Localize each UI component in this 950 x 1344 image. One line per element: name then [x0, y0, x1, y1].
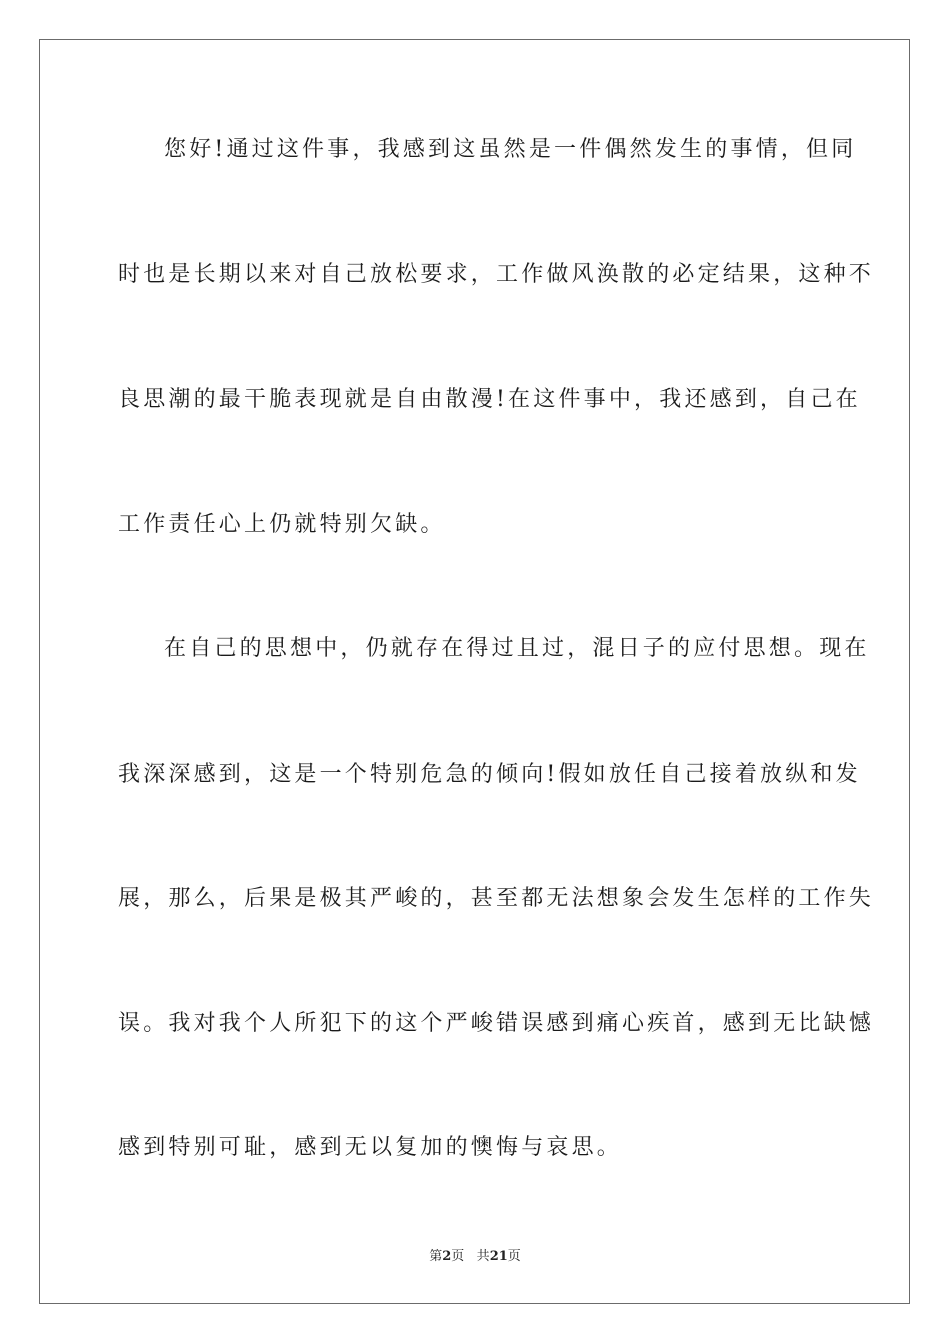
page-prefix: 第 [429, 1249, 443, 1264]
paragraph-1-line-2: 时也是长期以来对自己放松要求，工作做风涣散的必定结果，这种不 [118, 262, 875, 287]
paragraph-2-line-1: 在自己的思想中，仍就存在得过且过，混日子的应付思想。现在 [164, 636, 870, 661]
paragraph-1-line-3: 良思潮的最干脆表现就是自由散漫!在这件事中，我还感到，自己在 [118, 387, 861, 412]
paragraph-2-line-3: 展，那么，后果是极其严峻的，甚至都无法想象会发生怎样的工作失 [118, 886, 875, 911]
total-pages: 21 [489, 1249, 508, 1264]
paragraph-1-line-1: 您好!通过这件事，我感到这虽然是一件偶然发生的事情，但同 [164, 137, 857, 162]
page-number: 2 [442, 1249, 452, 1264]
paragraph-2-line-2: 我深深感到，这是一个特别危急的倾向!假如放任自己接着放纵和发 [118, 762, 861, 787]
page-footer [0, 1248, 950, 1266]
total-prefix: 共 [476, 1249, 490, 1264]
paragraph-1-line-4: 工作责任心上仍就特别欠缺。 [118, 512, 446, 537]
total-suffix: 页 [507, 1249, 521, 1264]
paragraph-2-line-4: 误。我对我个人所犯下的这个严峻错误感到痛心疾首，感到无比缺憾 [118, 1011, 875, 1036]
paragraph-2-line-5: 感到特别可耻，感到无以复加的懊悔与哀思。 [118, 1135, 623, 1160]
page-suffix: 页 [451, 1249, 465, 1264]
page-border [39, 39, 910, 1304]
